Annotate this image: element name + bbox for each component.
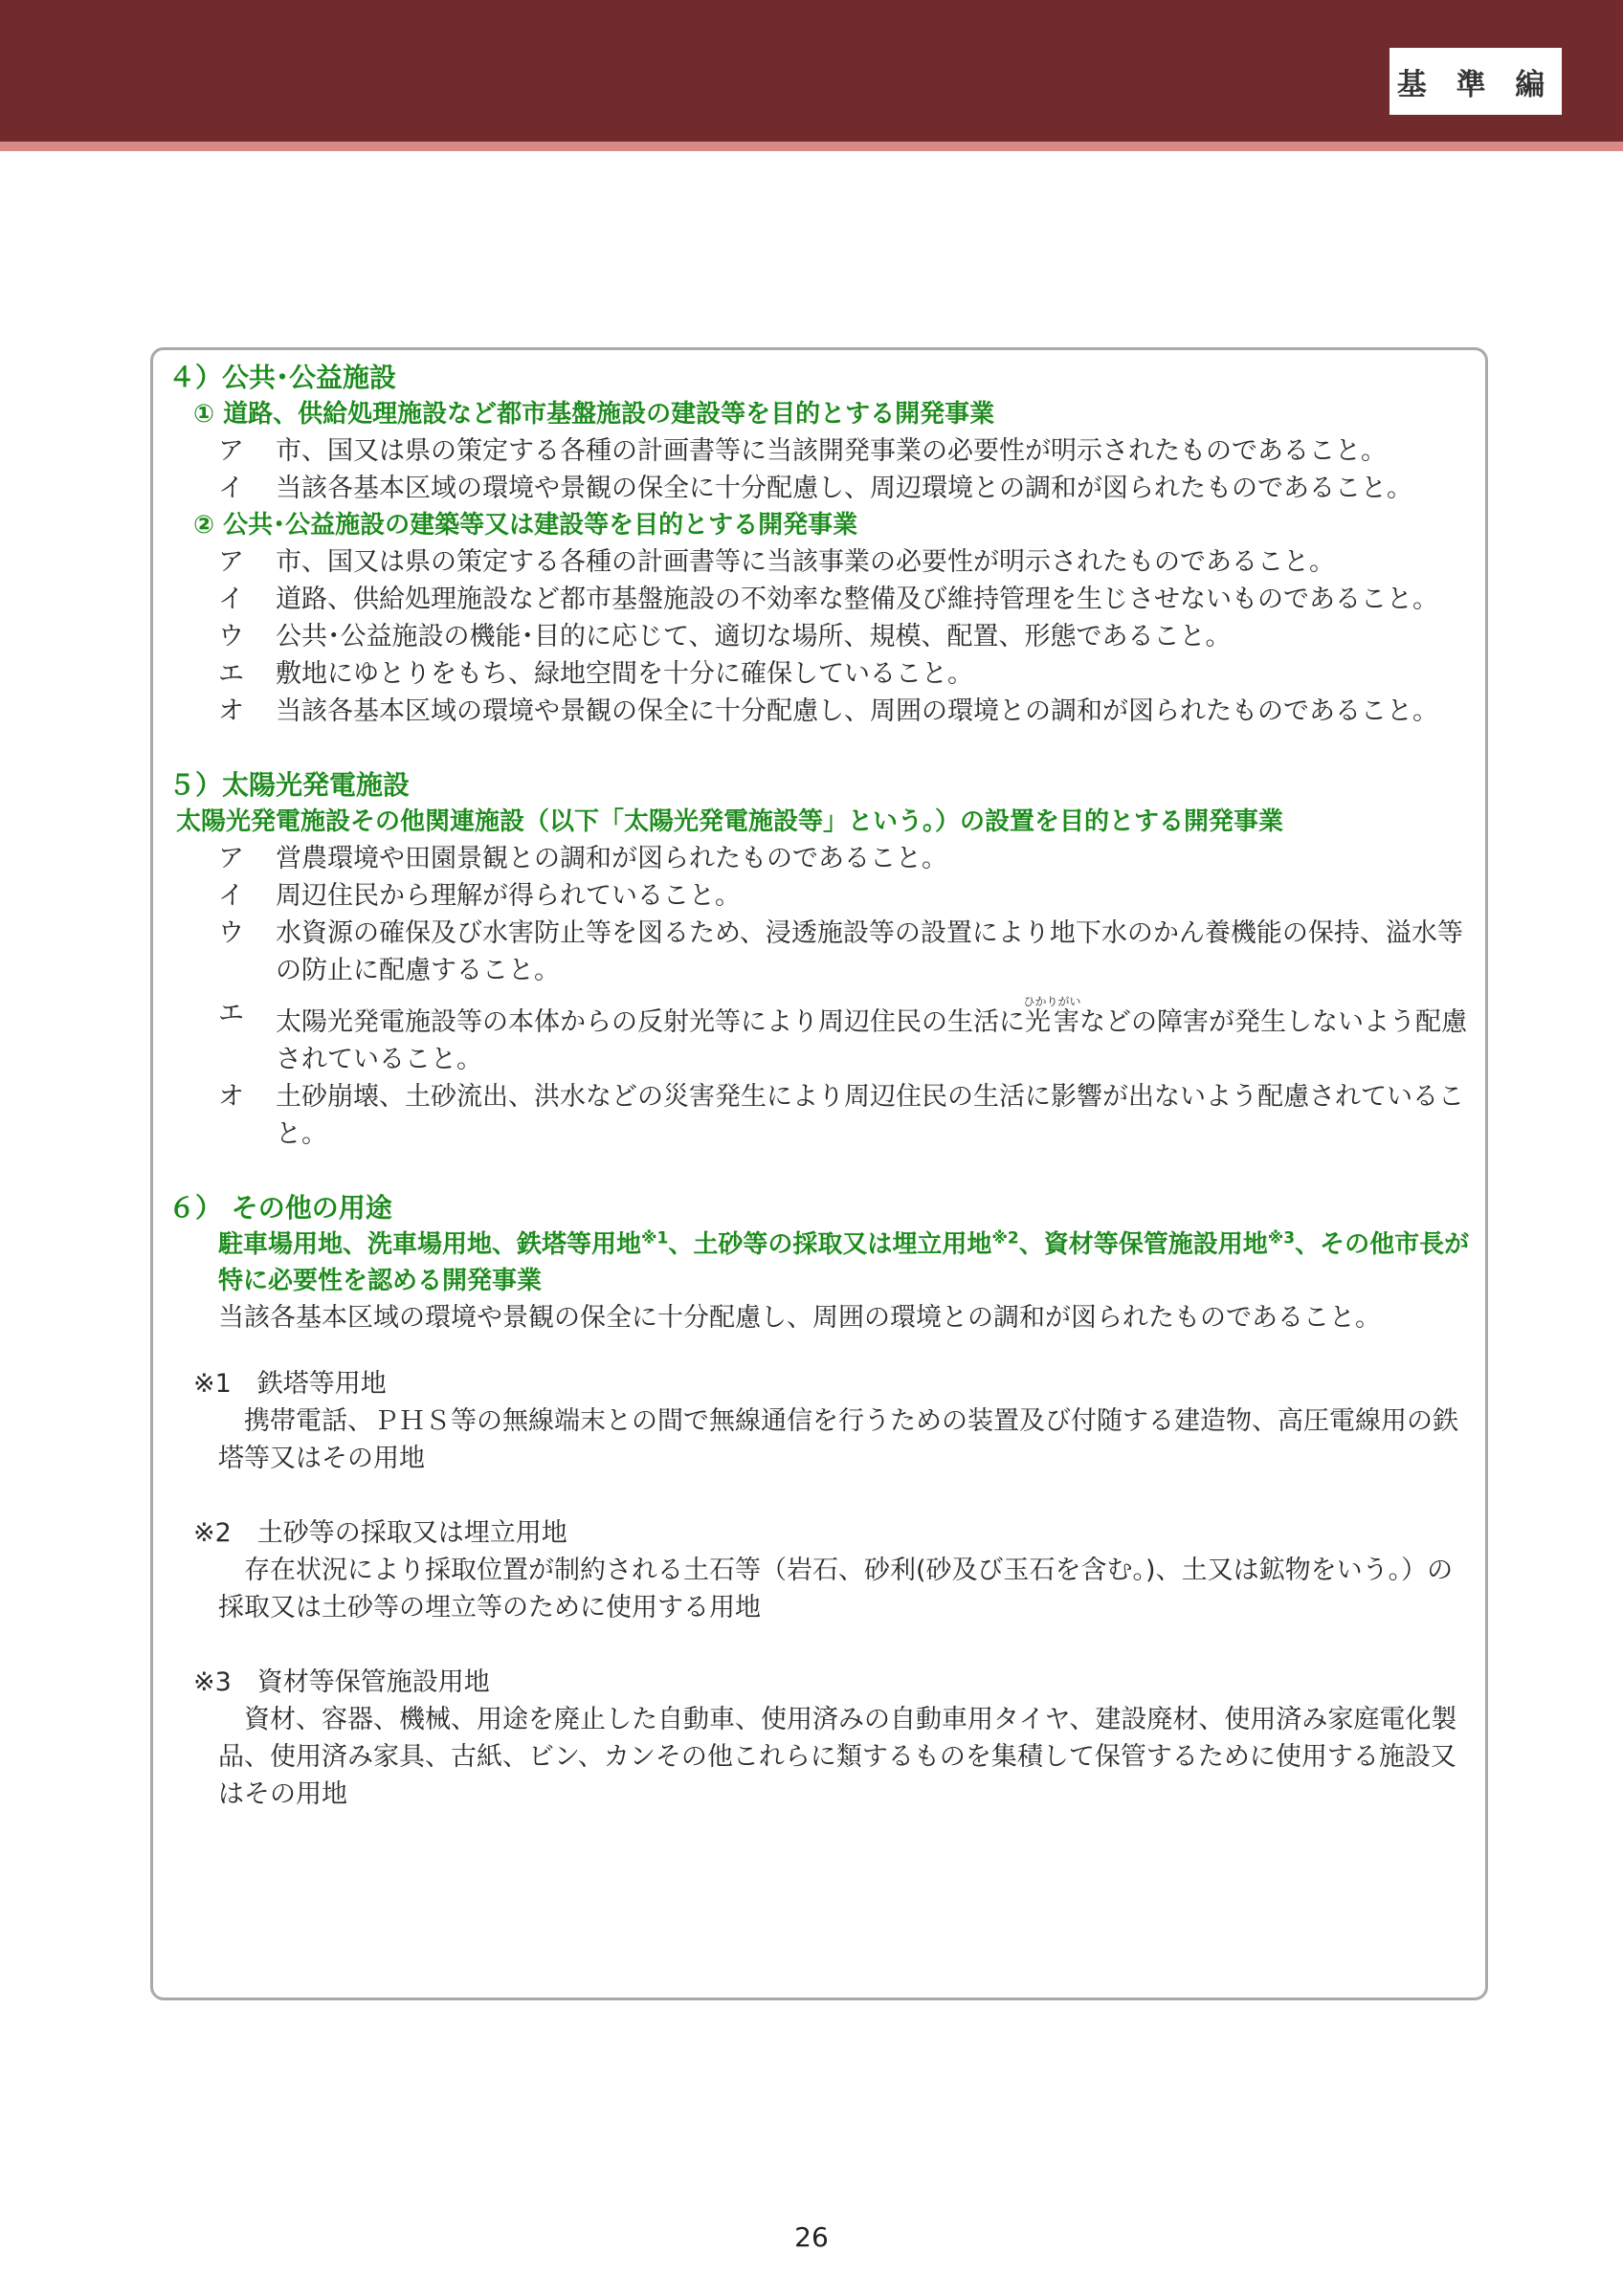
item-mark: エ [218,999,244,1028]
section-4-title: ４）公共･公益施設 [168,362,397,393]
item-mark: ウ [218,622,244,651]
list-item [218,543,1479,581]
item-text [276,995,1479,1078]
note-text: 存在状況により採取位置が制約される土石等（岩石、砂利(砂及び玉石を含む。)、土又は鉱物をいう。）の採取又は土砂等の埋立等のために使用する用地 [218,1556,1454,1623]
section-4-sub1: ① 道路、供給処理施設など都市基盤施設の建設等を目的とする開発事業 [193,400,995,429]
header-stripe [0,142,1623,151]
item-mark: ア [218,844,244,873]
sub-part: 、土砂等の採取又は埋立用地 [668,1230,992,1259]
sub-part: 駐車場用地、洗車場用地、鉄塔等用地 [218,1230,642,1259]
item-mark: オ [218,696,244,726]
item-text-post: などの障害が発生しないよう配慮されていること。 [276,1007,1468,1074]
item-text: 水資源の確保及び水害防止等を図るため、浸透施設等の設置により地下水のかん養機能の保持、溢水等の防止に配慮すること。 [276,918,1463,985]
list-item [218,1078,1479,1153]
note-heading: ※2 土砂等の採取又は埋立用地 [193,1518,567,1548]
sub-part: 、その他市長が特に必要性を認める開発事業 [218,1230,1470,1295]
item-mark: ウ [218,918,244,948]
item-text: 道路、供給処理施設など都市基盤施設の不効率な整備及び維持管理を生じさせないものであること。 [276,585,1438,614]
item-text: 周辺住民から理解が得られていること。 [276,881,741,911]
item-mark: エ [218,659,244,689]
spacer [168,1477,1479,1514]
item-mark: イ [218,585,244,614]
item-mark: オ [218,1082,244,1112]
list-item [218,432,1479,470]
section-6-sub [218,1226,1479,1299]
section-6-body: 当該各基本区域の環境や景観の保全に十分配慮し、周囲の環境との調和が図られたものであること。 [218,1303,1381,1333]
list-item [218,995,1479,1078]
item-text: 当該各基本区域の環境や景観の保全に十分配慮し、周囲の環境との調和が図られたものであること。 [276,696,1438,726]
list-item [218,693,1479,730]
ruby-reading: ひかりがい [1023,995,1081,1008]
spacer [168,1153,1479,1190]
section-4-sub2: ② 公共･公益施設の建築等又は建設等を目的とする開発事業 [193,511,858,540]
spacer [168,730,1479,767]
ruby-base: 光害 [1023,1007,1081,1037]
item-text: 公共･公益施設の機能･目的に応じて、適切な場所、規模、配置、形態であること。 [276,622,1232,651]
footnote-ref: ※3 [1267,1228,1296,1248]
note-heading: ※3 資材等保管施設用地 [193,1667,490,1697]
list-item [218,840,1479,877]
section-5-title: ５）太陽光発電施設 [168,769,411,801]
section-5-sub: 太陽光発電施設その他関連施設（以下「太陽光発電施設等」という。）の設置を目的とする開発事業 [176,807,1284,836]
item-text-pre: 太陽光発電施設等の本体からの反射光等により周辺住民の生活に [276,1007,1025,1037]
spacer [168,1336,1479,1365]
item-text: 当該各基本区域の環境や景観の保全に十分配慮し、周辺環境との調和が図られたものであること。 [276,474,1412,503]
list-item [218,618,1479,655]
section-badge [1390,48,1562,115]
footnote-ref: ※1 [641,1228,669,1248]
spacer [168,1626,1479,1664]
note-text: 資材、容器、機械、用途を廃止した自動車、使用済みの自動車用タイヤ、建設廃材、使用済み家庭電化製品、使用済み家具、古紙、ビン、カンその他これらに類するものを集積して保管するために使用する施設又はその用地 [218,1705,1457,1809]
item-text: 敷地にゆとりをもち、緑地空間を十分に確保していること。 [276,659,973,689]
list-item [218,470,1479,507]
item-text: 営農環境や田園景観との調和が図られたものであること。 [276,844,947,873]
list-item [218,915,1479,989]
footnote-ref: ※2 [991,1228,1019,1248]
section-6-title: ６） その他の用途 [168,1192,392,1224]
content [168,360,1479,1813]
item-text: 市、国又は県の策定する各種の計画書等に当該開発事業の必要性が明示されたものであること。 [276,436,1387,466]
item-mark: ア [218,547,244,577]
note-text: 携帯電話、ＰＨＳ等の無線端末との間で無線通信を行うための装置及び付随する建造物、高圧電線用の鉄塔等又はその用地 [218,1406,1458,1473]
ruby-word [1023,995,1081,1037]
item-mark: イ [218,474,244,503]
list-item [218,581,1479,618]
item-mark: イ [218,881,244,911]
header-bar [0,0,1623,142]
item-mark: ア [218,436,244,466]
badge-label: 基 準 編 [1396,67,1555,102]
item-text: 市、国又は県の策定する各種の計画書等に当該事業の必要性が明示されたものであること。 [276,547,1335,577]
list-item [218,655,1479,693]
sub-part: 、資材等保管施設用地 [1018,1230,1268,1259]
item-text: 土砂崩壊、土砂流出、洪水などの災害発生により周辺住民の生活に影響が出ないよう配慮されていること。 [276,1082,1464,1149]
page-number: 26 [794,2221,829,2253]
list-item [218,877,1479,915]
note-heading: ※1 鉄塔等用地 [193,1369,387,1399]
